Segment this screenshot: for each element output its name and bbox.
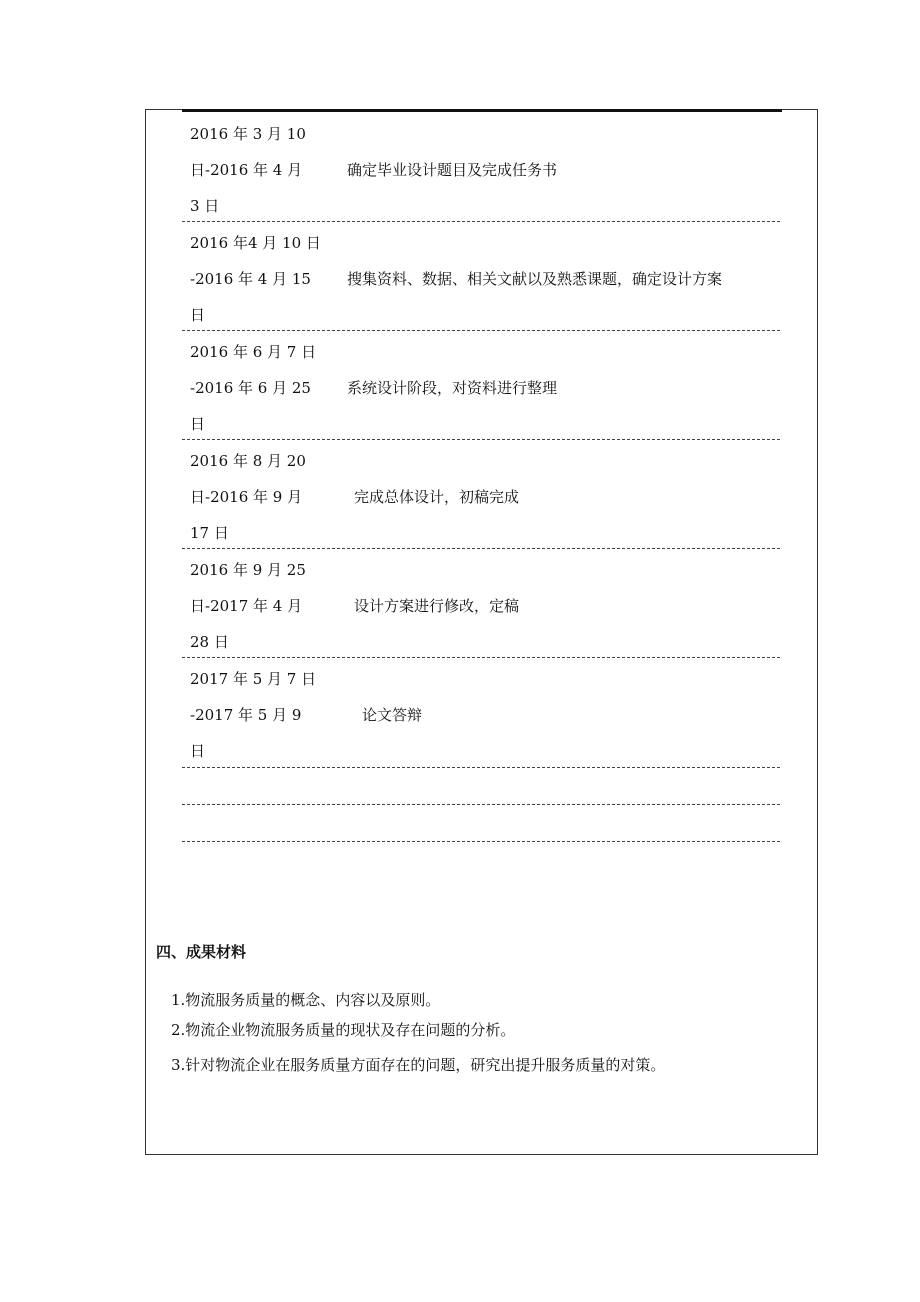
date-line: 日-2016 年 9 月: [190, 488, 303, 506]
date-line: 日-2017 年 4 月: [190, 597, 303, 615]
date-line: 日: [190, 306, 206, 324]
schedule-row: [182, 112, 780, 221]
task-text: 搜集资料、数据、相关文献以及熟悉课题，确定设计方案: [347, 270, 723, 288]
result-item: 3.针对物流企业在服务质量方面存在的问题，研究出提升服务质量的对策。: [171, 1056, 666, 1074]
row-divider: [182, 841, 780, 842]
task-text: 完成总体设计，初稿完成: [354, 488, 520, 506]
date-line: -2016 年 4 月 15: [190, 270, 311, 288]
date-line: 2016 年 3 月 10: [190, 125, 306, 143]
task-text: 确定毕业设计题目及完成任务书: [347, 161, 558, 179]
date-line: -2017 年 5 月 9: [190, 706, 302, 724]
date-line: 2016 年 9 月 25: [190, 561, 306, 579]
date-line: 2016 年 8 月 20: [190, 452, 306, 470]
date-line: 28 日: [190, 633, 229, 651]
date-line: 日: [190, 742, 206, 760]
task-text: 设计方案进行修改，定稿: [354, 597, 520, 615]
schedule-row: [182, 221, 780, 330]
date-line: 3 日: [190, 197, 220, 215]
date-line: 日: [190, 415, 206, 433]
schedule-row: [182, 548, 780, 657]
date-line: 2016 年4 月 10 日: [190, 234, 321, 252]
date-line: 17 日: [190, 524, 229, 542]
date-line: 日-2016 年 4 月: [190, 161, 303, 179]
result-item: 1.物流服务质量的概念、内容以及原则。: [171, 991, 441, 1009]
schedule-row: [182, 657, 780, 766]
row-divider: [182, 767, 780, 768]
row-divider: [182, 804, 780, 805]
result-item: 2.物流企业物流服务质量的现状及存在问题的分析。: [171, 1021, 516, 1039]
task-text: 系统设计阶段，对资料进行整理: [347, 379, 558, 397]
task-text: 论文答辩: [362, 706, 423, 724]
schedule-row: [182, 439, 780, 548]
section-heading: 四、成果材料: [156, 943, 247, 961]
date-line: 2017 年 5 月 7 日: [190, 670, 317, 688]
schedule-row: [182, 330, 780, 439]
date-line: -2016 年 6 月 25: [190, 379, 311, 397]
date-line: 2016 年 6 月 7 日: [190, 343, 317, 361]
